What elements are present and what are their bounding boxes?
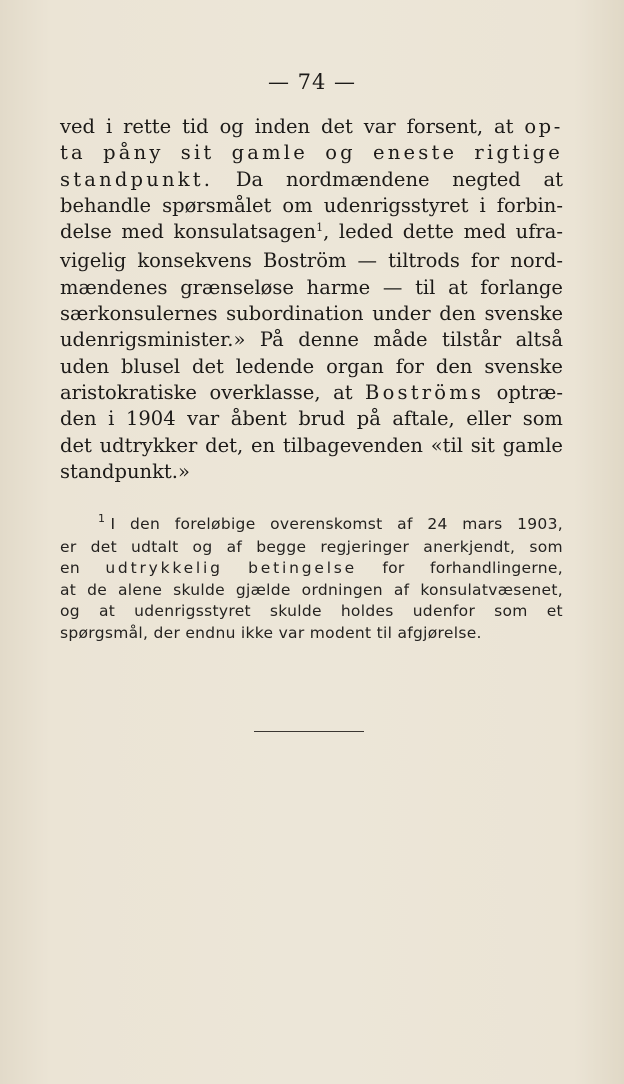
word: tid [182, 115, 209, 138]
word: brud [298, 407, 346, 431]
word: gjælde [235, 580, 291, 599]
word: var [187, 407, 220, 431]
word: med [463, 220, 507, 244]
word: holdes [340, 602, 394, 621]
word: som [494, 602, 528, 621]
word: delse [60, 220, 112, 244]
word: det [90, 537, 117, 556]
word: i [108, 407, 115, 431]
word: optræ- [496, 380, 563, 404]
word: På [259, 328, 284, 352]
word: negted [452, 167, 521, 191]
word: det, [205, 433, 244, 457]
word: tilstår [442, 328, 502, 352]
text-line [60, 433, 563, 459]
word: og [325, 141, 356, 165]
word: som [529, 537, 563, 556]
word: forbin- [496, 193, 563, 217]
word: rigtige [474, 141, 563, 165]
word: de [87, 580, 108, 599]
word: denne [298, 328, 359, 352]
word: at [60, 580, 77, 599]
word: af [393, 580, 410, 599]
word: som [522, 407, 563, 431]
word: en [60, 559, 80, 578]
word: altså [515, 328, 563, 352]
text-line [60, 248, 563, 274]
word: det [321, 115, 353, 138]
word: at [493, 115, 514, 138]
word: særkonsulernes [60, 302, 218, 326]
word: begge [256, 537, 307, 556]
word: harme [306, 275, 371, 299]
word: sit [180, 141, 215, 165]
word: konsulatvæsenet, [420, 580, 563, 599]
word-spaced: Boströms [365, 380, 485, 404]
word: for [470, 249, 500, 273]
text-line [60, 114, 563, 140]
word: udtrykker [99, 433, 198, 457]
word: blusel [121, 354, 181, 378]
text-line [60, 459, 563, 485]
word: nordmændene [285, 167, 430, 191]
word: i [479, 193, 486, 217]
word: til [415, 275, 436, 299]
word: 1903, [517, 515, 563, 533]
word: eller [466, 407, 512, 431]
word: måde [373, 328, 428, 352]
footnote-reference: 1 [316, 221, 324, 235]
word: spørsmålet [162, 193, 272, 217]
word: og [192, 537, 213, 556]
word: den [60, 407, 97, 431]
word-spaced: op- [524, 115, 563, 138]
word: åbent [230, 407, 287, 431]
word: udtalt [131, 537, 179, 556]
text-line [60, 301, 563, 327]
word: tilbagevenden [282, 433, 423, 457]
word: i [105, 115, 113, 138]
word: et [546, 602, 563, 621]
word: overenskomst [270, 515, 383, 533]
word: — [357, 249, 378, 273]
word: subordination [226, 302, 364, 326]
word: at [333, 380, 353, 404]
text-line [60, 327, 563, 353]
word: ordningen [301, 580, 383, 599]
footnote-line [60, 514, 563, 537]
word: svenske [484, 354, 563, 378]
text-line [60, 354, 563, 380]
text-line [60, 167, 563, 193]
word: uden [60, 354, 110, 378]
footnote-line [60, 537, 563, 559]
word: for [395, 354, 424, 378]
word: udenrigsstyret [323, 193, 469, 217]
footnote-start [98, 514, 115, 537]
word: aristokratiske [60, 380, 197, 404]
page-number: — 74 — [267, 70, 357, 94]
word: var [363, 115, 396, 138]
word: udenrigsstyret [134, 602, 251, 621]
word: den [130, 515, 161, 533]
word: konsulatsagen [173, 220, 317, 244]
word: og [60, 602, 80, 621]
word: mændenes [60, 275, 168, 299]
word: tiltrods [388, 249, 460, 273]
word-spaced: standpunkt. [60, 167, 214, 191]
word: forlange [480, 275, 563, 299]
word: ved [60, 115, 96, 138]
word: standpunkt.» [60, 459, 190, 483]
word: 24 [427, 515, 448, 533]
text-line [60, 219, 563, 248]
word: forhandlingerne, [429, 559, 563, 578]
word: alene [117, 580, 163, 599]
word: det [192, 354, 224, 378]
word: udenfor [412, 602, 476, 621]
word: «til [430, 433, 463, 457]
word: behandle [60, 193, 152, 217]
word: gamle [231, 141, 308, 165]
word: inden [254, 115, 311, 138]
word: at [98, 602, 116, 621]
end-rule [254, 731, 364, 732]
word: svenske [484, 302, 563, 326]
word: regjeringer [320, 537, 410, 556]
word: er [60, 537, 77, 556]
word: ufra- [515, 220, 563, 244]
word: udenrigsminister.» [60, 328, 246, 352]
text-line [60, 275, 563, 301]
word: om [282, 193, 313, 217]
word-spaced: betingelse [248, 559, 358, 578]
word: gamle [502, 433, 563, 457]
word: forsent, [406, 115, 484, 138]
word: med [121, 220, 164, 244]
footnote-line [60, 601, 563, 623]
footnote-line [60, 623, 563, 645]
word: nord- [510, 249, 563, 273]
main-paragraph [60, 114, 563, 485]
word: overklasse, [209, 380, 321, 404]
word: Boström [263, 249, 347, 273]
word: den [439, 302, 476, 326]
word: Da [235, 167, 264, 191]
word-with-footnote-ref [173, 219, 329, 248]
word: og [219, 115, 244, 138]
word: rette [123, 115, 172, 138]
word: 1904 [125, 407, 176, 431]
word: — [382, 275, 403, 299]
word: foreløbige [174, 515, 256, 533]
punctuation: , [323, 220, 330, 244]
word: vigelig [60, 249, 127, 273]
footnote-marker: 1 [98, 512, 106, 525]
word: I [110, 515, 116, 533]
footnote [60, 514, 563, 645]
word: grænseløse [180, 275, 294, 299]
footnote-line [60, 558, 563, 580]
word: spørgsmål, der endnu ikke var modent til afgjørelse. [60, 623, 482, 642]
word: aftale, [392, 407, 455, 431]
word: eneste [373, 141, 458, 165]
word: skulde [173, 580, 225, 599]
text-line [60, 406, 563, 432]
footnote-line [60, 580, 563, 602]
word: en [250, 433, 276, 457]
word: den [435, 354, 473, 378]
word: for [382, 559, 405, 578]
word: at [543, 167, 563, 191]
word: dette [402, 220, 454, 244]
word: anerkjendt, [423, 537, 516, 556]
word: organ [326, 354, 384, 378]
text-line [60, 380, 563, 406]
word: at [448, 275, 468, 299]
word: under [372, 302, 431, 326]
word: sit [470, 433, 495, 457]
word: af [397, 515, 413, 533]
text-line [60, 193, 563, 219]
word: det [60, 433, 92, 457]
text-line-spaced [60, 140, 563, 166]
word-spaced: udtrykkelig [105, 559, 223, 578]
word: leded [338, 220, 394, 244]
word: mars [462, 515, 503, 533]
word: ta [60, 141, 86, 165]
word: af [226, 537, 243, 556]
word: konsekvens [137, 249, 252, 273]
word: på [356, 407, 381, 431]
word: skulde [269, 602, 322, 621]
word: påny [103, 141, 164, 165]
word: ledende [235, 354, 315, 378]
